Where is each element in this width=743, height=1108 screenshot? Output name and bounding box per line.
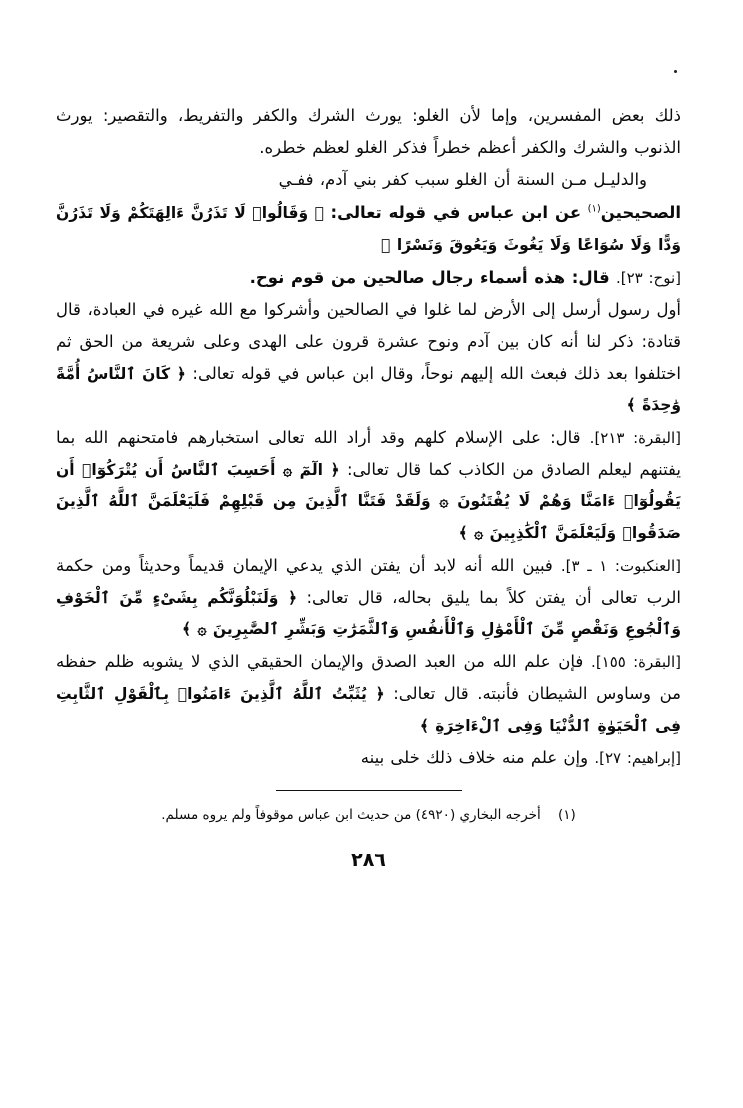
reference-1: [نوح: ٢٣]. <box>615 268 681 287</box>
paragraph-8-text: وإن علم منه خلاف ذلك خلى بينه <box>360 748 589 768</box>
quran-quote-1: ﴿ وَقَالُوا۟ لَا تَذَرُنَّ ءَالِهَتَكُمْ وَلَا تَذَرُنَّ وَدًّا وَلَا سُوَاعًا وَلَا يَغُوثَ وَيَعُوقَ وَنَسْرًا ﴾ <box>56 204 681 254</box>
quran-quote-5: ﴿ يُثَبِّتُ ٱللَّهُ ٱلَّذِينَ ءَامَنُوا۟ بِٱلْقَوْلِ ٱلثَّابِتِ فِى ٱلْحَيَوٰةِ ٱلدُّنْيَا وَفِى ٱلْءَاخِرَةِ ﴾ <box>56 684 681 735</box>
reference-4: [البقرة: ١٥٥]. <box>591 653 681 672</box>
paragraph-3-rest: عن ابن عباس في قوله تعالى: <box>330 203 582 223</box>
paragraph-6-text: فبين الله أنه لابد أن يفتن الذي يدعي الإيمان قديماً وحديثاً ومن حكمة الرب تعالى أن يفتن كلاً بما يليق بحاله، قال تعالى: <box>56 555 681 607</box>
footnote-area <box>56 803 681 827</box>
paragraph-7 <box>56 646 681 741</box>
paragraph-5 <box>56 422 681 549</box>
sahihayn-word: الصحيحين <box>600 203 682 223</box>
paragraph-6 <box>56 550 681 645</box>
paragraph-4 <box>56 294 681 421</box>
paragraph-5-text: قال: على الإسلام كلهم وقد أراد الله تعالى استخبارهم فامتحنهم الله بما يفتنهم ليعلم الصادق من الكاذب كما قال تعالى: <box>56 428 681 479</box>
quran-quote-2: ﴿ كَانَ ٱلنَّاسُ أُمَّةً وَٰحِدَةً ﴾ <box>56 364 681 415</box>
quran-quote-4: ﴿ وَلَنَبْلُوَنَّكُم بِشَىْءٍ مِّنَ ٱلْخَوْفِ وَٱلْجُوعِ وَنَقْصٍ مِّنَ ٱلْأَمْوَٰلِ وَٱلْأَنفُسِ وَٱلثَّمَرَٰتِ وَبَشِّرِ ٱلصَّٰبِرِينَ ۞ ﴾ <box>56 588 681 639</box>
footnote-text: أخرجه البخاري (٤٩٢٠) من حديث ابن عباس موقوفاً ولم يروه مسلم. <box>161 806 541 823</box>
paragraph-2 <box>56 164 681 196</box>
reference-1-line <box>56 262 681 294</box>
footnote-marker-1: (١) <box>587 203 601 215</box>
footnote-number: (١) <box>557 806 576 823</box>
paragraph-8 <box>56 742 681 774</box>
reference-3: [العنكبوت: ١ ـ ٣]. <box>560 556 681 575</box>
paragraph-1: ذلك بعض المفسرين، وإما لأن الغلو: يورث الشرك والكفر والتفريط، والتقصير: يورث الذنوب والشرك والكفر أعظم خطراً فذكر الغلو لعظم خطره. <box>56 106 681 157</box>
quran-quote-3: ﴿ الٓمٓ ۞ أَحَسِبَ ٱلنَّاسُ أَن يُتْرَكُوٓا۟ أَن يَقُولُوٓا۟ ءَامَنَّا وَهُمْ لَا يُفْتَنُونَ ۞ وَلَقَدْ فَتَنَّا ٱلَّذِينَ مِن قَبْلِهِمْ فَلَيَعْلَمَنَّ ٱللَّهُ ٱلَّذِينَ صَدَقُوا۟ وَلَيَعْلَمَنَّ ٱلْكَٰذِبِينَ ۞ ﴾ <box>56 460 681 543</box>
narration-text-1: قال: هذه أسماء رجال صالحين من قوم نوح. <box>249 267 610 287</box>
reference-2: [البقرة: ٢١٣]. <box>589 429 681 448</box>
footnote-divider <box>276 790 462 791</box>
paragraph-3 <box>56 197 681 261</box>
paragraph-2-text: والدليـل مـن السنة أن الغلو سبب كفر بني آدم، ففـي <box>278 170 647 190</box>
page-number: ٢٨٦ <box>351 849 386 872</box>
paragraph-4-text: أول رسول أرسل إلى الأرض لما غلوا في الصالحين وأشركوا مع الله غيره في العبادة، قال قتادة: ذكر لنا أنه كان بين آدم ونوح عشرة قرون على الهدى وعلى شريعة من الحق ثم اختلفوا بعد ذلك فبعث الله إليهم نوحاً، وقال ابن عباس في قوله تعالى: <box>56 300 681 383</box>
reference-5: [إبراهيم: ٢٧]. <box>594 749 681 768</box>
paragraph-7-text: فإن علم الله من العبد الصدق والإيمان الحقيقي الذي لا يشوبه ظلم حفظه من وساوس الشيطان فأنبته. قال تعالى: <box>56 652 682 703</box>
page-body <box>56 100 681 774</box>
page-corner-mark <box>674 70 677 73</box>
